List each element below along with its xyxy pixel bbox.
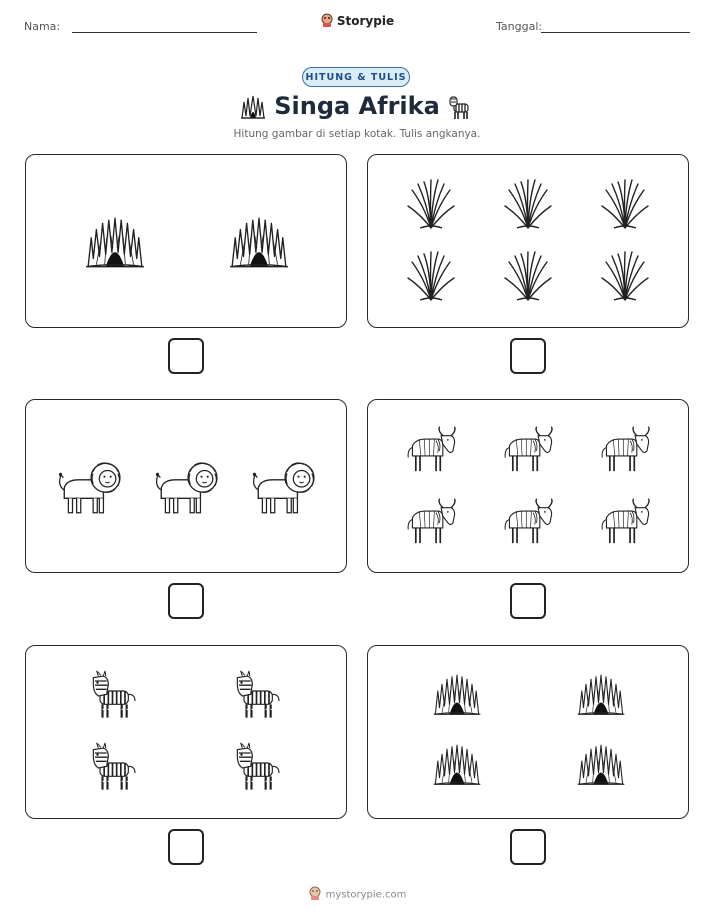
wildebeest-image	[501, 424, 555, 476]
page-title: Singa Afrika	[274, 92, 440, 120]
wildebeest-image	[404, 424, 458, 476]
zebra-image	[234, 742, 284, 794]
lion-image	[56, 456, 122, 518]
grass-hut-image	[432, 674, 482, 718]
answer-box-2[interactable]	[510, 338, 546, 374]
grass-hut-image	[432, 744, 482, 788]
wildebeest-image	[598, 496, 652, 548]
answer-box-6[interactable]	[510, 829, 546, 865]
date-label: Tanggal:	[496, 20, 543, 33]
storypie-mascot-icon	[320, 13, 334, 30]
activity-badge: HITUNG & TULIS	[302, 67, 410, 87]
grass-hut-image	[576, 744, 626, 788]
count-card-huts-2	[367, 645, 689, 819]
grass-tuft-image	[600, 249, 650, 303]
lion-image	[153, 456, 219, 518]
count-card-wildebeest	[367, 399, 689, 573]
answer-box-5[interactable]	[168, 829, 204, 865]
footer	[0, 886, 714, 903]
grass-tuft-image	[406, 249, 456, 303]
wildebeest-image	[404, 496, 458, 548]
storypie-mascot-icon	[308, 886, 322, 903]
count-card-lions	[25, 399, 347, 573]
zebra-image	[90, 670, 140, 722]
grass-hut-image	[84, 217, 146, 271]
count-card-grass	[367, 154, 689, 328]
wildebeest-image	[501, 496, 555, 548]
grass-tuft-image	[503, 249, 553, 303]
answer-box-3[interactable]	[168, 583, 204, 619]
grass-tuft-image	[600, 177, 650, 231]
grass-tuft-image	[406, 177, 456, 231]
grass-hut-image	[228, 217, 290, 271]
answer-box-1[interactable]	[168, 338, 204, 374]
count-card-huts-1	[25, 154, 347, 328]
brand-logo	[0, 13, 714, 30]
name-label: Nama:	[24, 20, 61, 33]
zebra-icon	[446, 92, 476, 126]
instructions: Hitung gambar di setiap kotak. Tulis angkanya.	[233, 128, 481, 140]
name-line[interactable]	[72, 32, 257, 33]
date-line[interactable]	[541, 32, 690, 33]
answer-box-4[interactable]	[510, 583, 546, 619]
grass-hut-image	[576, 674, 626, 718]
footer-website[interactable]: mystorypie.com	[325, 889, 407, 901]
grass-tuft-image	[503, 177, 553, 231]
wildebeest-image	[598, 424, 652, 476]
count-card-zebras	[25, 645, 347, 819]
lion-image	[250, 456, 316, 518]
zebra-image	[90, 742, 140, 794]
zebra-image	[234, 670, 284, 722]
brand-name: Storypie	[336, 14, 395, 28]
